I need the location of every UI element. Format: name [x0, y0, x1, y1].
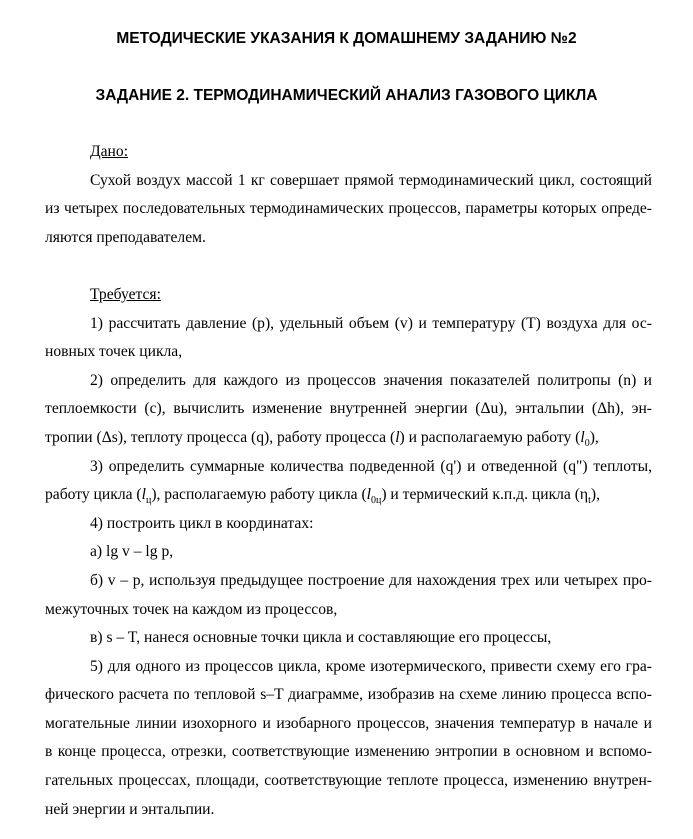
text-segment: б) v – p, используя предыдущее построение для нахождения трех или четырех про-: [90, 571, 652, 589]
text-segment: 2) определить для каждого из процессов значения показателей политропы (n) и: [90, 371, 652, 389]
text-line: [45, 653, 652, 682]
text-segment: 5) для одного из процессов цикла, кроме изотермического, привести схему его гра-: [90, 657, 652, 675]
text-segment: гательных процессах, площади, соответствующие теплоте процесса, изменению внутрен-: [45, 772, 652, 790]
document-body: [45, 138, 652, 824]
text-segment: Требуется:: [90, 285, 161, 303]
section-heading: [45, 281, 652, 310]
text-segment: новных точек цикла,: [45, 343, 183, 361]
text-segment: ), располагаемую работу цикла (: [151, 486, 367, 504]
document-title: МЕТОДИЧЕСКИЕ УКАЗАНИЯ К ДОМАШНЕМУ ЗАДАНИЮ №2: [116, 30, 577, 47]
text-segment: фического расчета по тепловой s–T диаграмме, изобразив на схеме линию процесса вспо-: [45, 686, 652, 704]
text-line: [45, 424, 652, 453]
text-line: [45, 767, 652, 796]
text-segment: l: [366, 486, 371, 504]
text-line: [45, 710, 652, 739]
text-segment: 3) определить суммарные количества подведенной (q') и отведенной (q") теплоты,: [90, 457, 652, 475]
text-line: [45, 395, 652, 424]
text-segment: 1) рассчитать давление (p), удельный объем (v) и температуру (T) воздуха для ос-: [90, 314, 652, 332]
text-line: [45, 510, 652, 539]
assignment-title: ЗАДАНИЕ 2. ТЕРМОДИНАМИЧЕСКИЙ АНАЛИЗ ГАЗОВОГО ЦИКЛА: [95, 87, 598, 104]
text-segment: ),: [589, 428, 599, 446]
text-segment: ),: [590, 486, 600, 504]
text-segment: а) lg v – lg p,: [90, 543, 174, 561]
text-line: [45, 681, 652, 710]
text-segment: в конце процесса, отрезки, соответствующие изменению энтропии в основном и вспомо-: [45, 743, 652, 761]
section-heading: [45, 138, 652, 167]
text-segment: Дано:: [90, 143, 129, 160]
text-segment: l: [141, 486, 146, 504]
subscript: 0: [584, 438, 590, 450]
text-segment: ляются преподавателем.: [45, 228, 206, 246]
subscript: t: [588, 495, 591, 507]
text-segment: могательные линии изохорного и изобарного процессов, значения температур в начале и: [45, 714, 652, 732]
text-line: [45, 224, 652, 253]
text-line: [45, 796, 652, 825]
text-segment: 4) построить цикл в координатах:: [90, 514, 314, 532]
text-segment: ) и термический к.п.д. цикла (η: [381, 486, 589, 504]
text-line: [45, 367, 652, 396]
text-segment: в) s – T, нанеся основные точки цикла и составляющие его процессы,: [90, 629, 552, 647]
text-line: [45, 310, 652, 339]
subscript: ц: [145, 495, 152, 507]
text-segment: из четырех последовательных термодинамических процессов, параметры которых опреде-: [45, 200, 652, 218]
text-line: [45, 738, 652, 767]
text-line: [45, 567, 652, 596]
text-line: [45, 338, 652, 367]
subscript: 0ц: [370, 495, 382, 507]
text-segment: работу цикла (: [45, 486, 142, 504]
text-segment: ) и располагаемую работу (: [399, 428, 581, 446]
text-line: [45, 538, 652, 567]
text-segment: тропии (Δs), теплоту процесса (q), работу процесса (: [45, 428, 396, 446]
text-line: [45, 624, 652, 653]
text-segment: l: [395, 428, 400, 446]
text-segment: Сухой воздух массой 1 кг совершает прямой термодинамический цикл, состоящий: [90, 171, 652, 189]
text-segment: ней энергии и энтальпии.: [45, 800, 215, 818]
text-line: [45, 167, 652, 196]
text-line: [45, 453, 652, 482]
text-segment: теплоемкости (c), вычислить изменение внутренней энергии (Δu), энтальпии (Δh), эн-: [45, 400, 652, 418]
text-segment: межуточных точек на каждом из процессов,: [45, 600, 338, 618]
text-line: [45, 252, 652, 281]
text-line: [45, 481, 652, 510]
text-segment: l: [580, 428, 585, 446]
text-line: [45, 195, 652, 224]
text-line: [45, 596, 652, 625]
